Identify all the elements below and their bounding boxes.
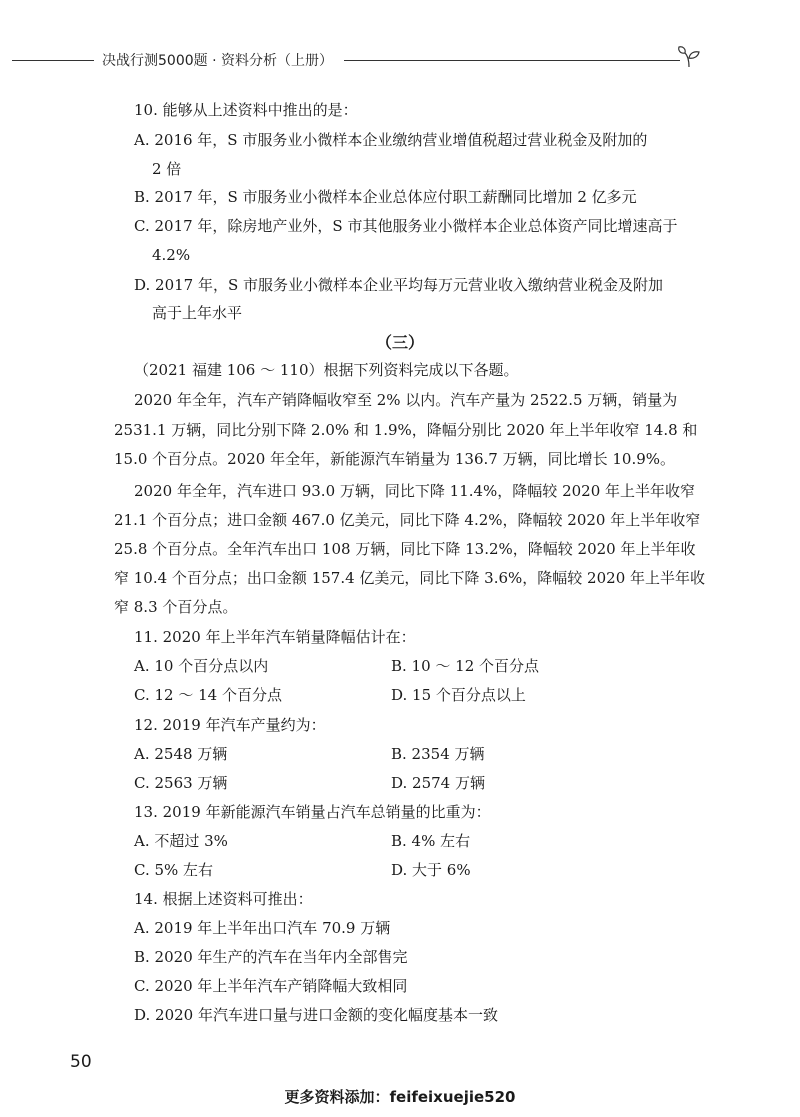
q11-option-a: A. 10 个百分点以内 bbox=[134, 657, 269, 675]
paragraph1-line3: 15.0 个百分点。2020 年全年，新能源汽车销量为 136.7 万辆，同比增长 10.9%。 bbox=[114, 450, 676, 468]
q11-option-b: B. 10 ～ 12 个百分点 bbox=[391, 657, 540, 675]
q10-option-b: B. 2017 年，S 市服务业小微样本企业总体应付职工薪酬同比增加 2 亿多元 bbox=[134, 188, 637, 206]
header-rule-left bbox=[12, 60, 94, 61]
q11-option-d: D. 15 个百分点以上 bbox=[391, 686, 526, 704]
q10-option-c-cont: 4.2% bbox=[152, 246, 191, 264]
book-title: 决战行测5000题 · 资料分析（上册） bbox=[102, 53, 333, 69]
paragraph2-line4: 窄 10.4 个百分点；出口金额 157.4 亿美元，同比下降 3.6%，降幅较 2020 年上半年收 bbox=[114, 569, 706, 587]
page-number: 50 bbox=[70, 1052, 92, 1072]
q11-option-c: C. 12 ～ 14 个百分点 bbox=[134, 686, 282, 704]
q10-option-d-cont: 高于上年水平 bbox=[152, 304, 243, 322]
q14-option-c: C. 2020 年上半年汽车产销降幅大致相同 bbox=[134, 977, 408, 995]
q12-option-d: D. 2574 万辆 bbox=[391, 774, 485, 792]
footer-note: 更多资料添加：feifeixuejie520 bbox=[284, 1088, 516, 1106]
q10-option-d: D. 2017 年，S 市服务业小微样本企业平均每万元营业收入缴纳营业税金及附加 bbox=[134, 276, 664, 294]
sprout-icon bbox=[676, 44, 702, 68]
q10-option-a: A. 2016 年，S 市服务业小微样本企业缴纳营业增值税超过营业税金及附加的 bbox=[134, 131, 648, 149]
running-header bbox=[0, 44, 800, 74]
paragraph2-line3: 25.8 个百分点。全年汽车出口 108 万辆，同比下降 13.2%，降幅较 2020 年上半年收 bbox=[114, 540, 696, 558]
section-title: （三） bbox=[375, 333, 424, 352]
section-intro: （2021 福建 106 ～ 110）根据下列资料完成以下各题。 bbox=[134, 361, 519, 379]
q10-option-a-cont: 2 倍 bbox=[152, 160, 182, 178]
q10-stem: 10. 能够从上述资料中推出的是： bbox=[134, 101, 358, 119]
paragraph2-line5: 窄 8.3 个百分点。 bbox=[114, 598, 238, 616]
q12-option-c: C. 2563 万辆 bbox=[134, 774, 228, 792]
q14-option-b: B. 2020 年生产的汽车在当年内全部售完 bbox=[134, 948, 408, 966]
paragraph1-line1: 2020 年全年，汽车产销降幅收窄至 2% 以内。汽车产量为 2522.5 万辆，销量为 bbox=[134, 391, 678, 409]
q13-option-c: C. 5% 左右 bbox=[134, 861, 214, 879]
header-rule-right bbox=[344, 60, 680, 61]
q13-option-d: D. 大于 6% bbox=[391, 861, 471, 879]
q13-stem: 13. 2019 年新能源汽车销量占汽车总销量的比重为： bbox=[134, 803, 491, 821]
q14-stem: 14. 根据上述资料可推出： bbox=[134, 890, 313, 908]
q11-stem: 11. 2020 年上半年汽车销量降幅估计在： bbox=[134, 628, 416, 646]
q10-option-c: C. 2017 年，除房地产业外，S 市其他服务业小微样本企业总体资产同比增速高于 bbox=[134, 217, 678, 235]
q14-option-a: A. 2019 年上半年出口汽车 70.9 万辆 bbox=[134, 919, 391, 937]
paragraph2-line2: 21.1 个百分点；进口金额 467.0 亿美元，同比下降 4.2%，降幅较 2020 年上半年收窄 bbox=[114, 511, 701, 529]
q13-option-a: A. 不超过 3% bbox=[134, 832, 228, 850]
q13-option-b: B. 4% 左右 bbox=[391, 832, 471, 850]
paragraph2-line1: 2020 年全年，汽车进口 93.0 万辆，同比下降 11.4%，降幅较 2020 年上半年收窄 bbox=[134, 482, 696, 500]
q12-stem: 12. 2019 年汽车产量约为： bbox=[134, 716, 326, 734]
paragraph1-line2: 2531.1 万辆，同比分别下降 2.0% 和 1.9%，降幅分别比 2020 年上半年收窄 14.8 和 bbox=[114, 421, 698, 439]
q12-option-b: B. 2354 万辆 bbox=[391, 745, 485, 763]
q12-option-a: A. 2548 万辆 bbox=[134, 745, 228, 763]
q14-option-d: D. 2020 年汽车进口量与进口金额的变化幅度基本一致 bbox=[134, 1006, 498, 1024]
